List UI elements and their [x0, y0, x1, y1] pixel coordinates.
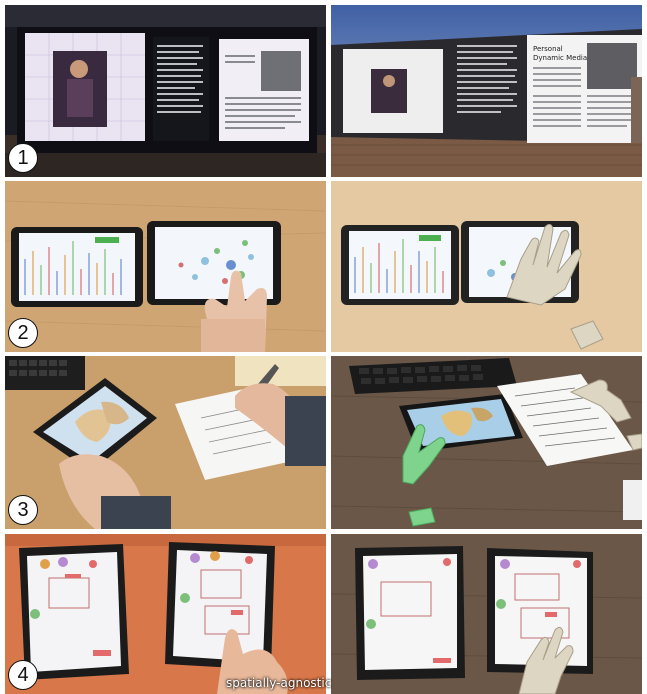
- row3-real-photo: [5, 356, 326, 529]
- row-number-badge: 1: [8, 143, 38, 173]
- row-number-badge: 2: [8, 318, 38, 348]
- row3-vr-render: [331, 356, 642, 529]
- condition-caption: spatially-agnostic: [226, 676, 332, 690]
- row-number-badge: 3: [8, 495, 38, 525]
- row4-real-photo: [5, 534, 326, 694]
- row1-vr-render: [331, 5, 642, 177]
- row4-vr-render: [331, 534, 642, 694]
- poster-heading-line1: Personal: [533, 45, 563, 53]
- row2-vr-render: [331, 181, 642, 352]
- poster-heading-line2: Dynamic Media: [533, 54, 588, 62]
- row-number-badge: 4: [8, 660, 38, 690]
- row1-real-photo: [5, 5, 326, 177]
- row2-real-photo: [5, 181, 326, 352]
